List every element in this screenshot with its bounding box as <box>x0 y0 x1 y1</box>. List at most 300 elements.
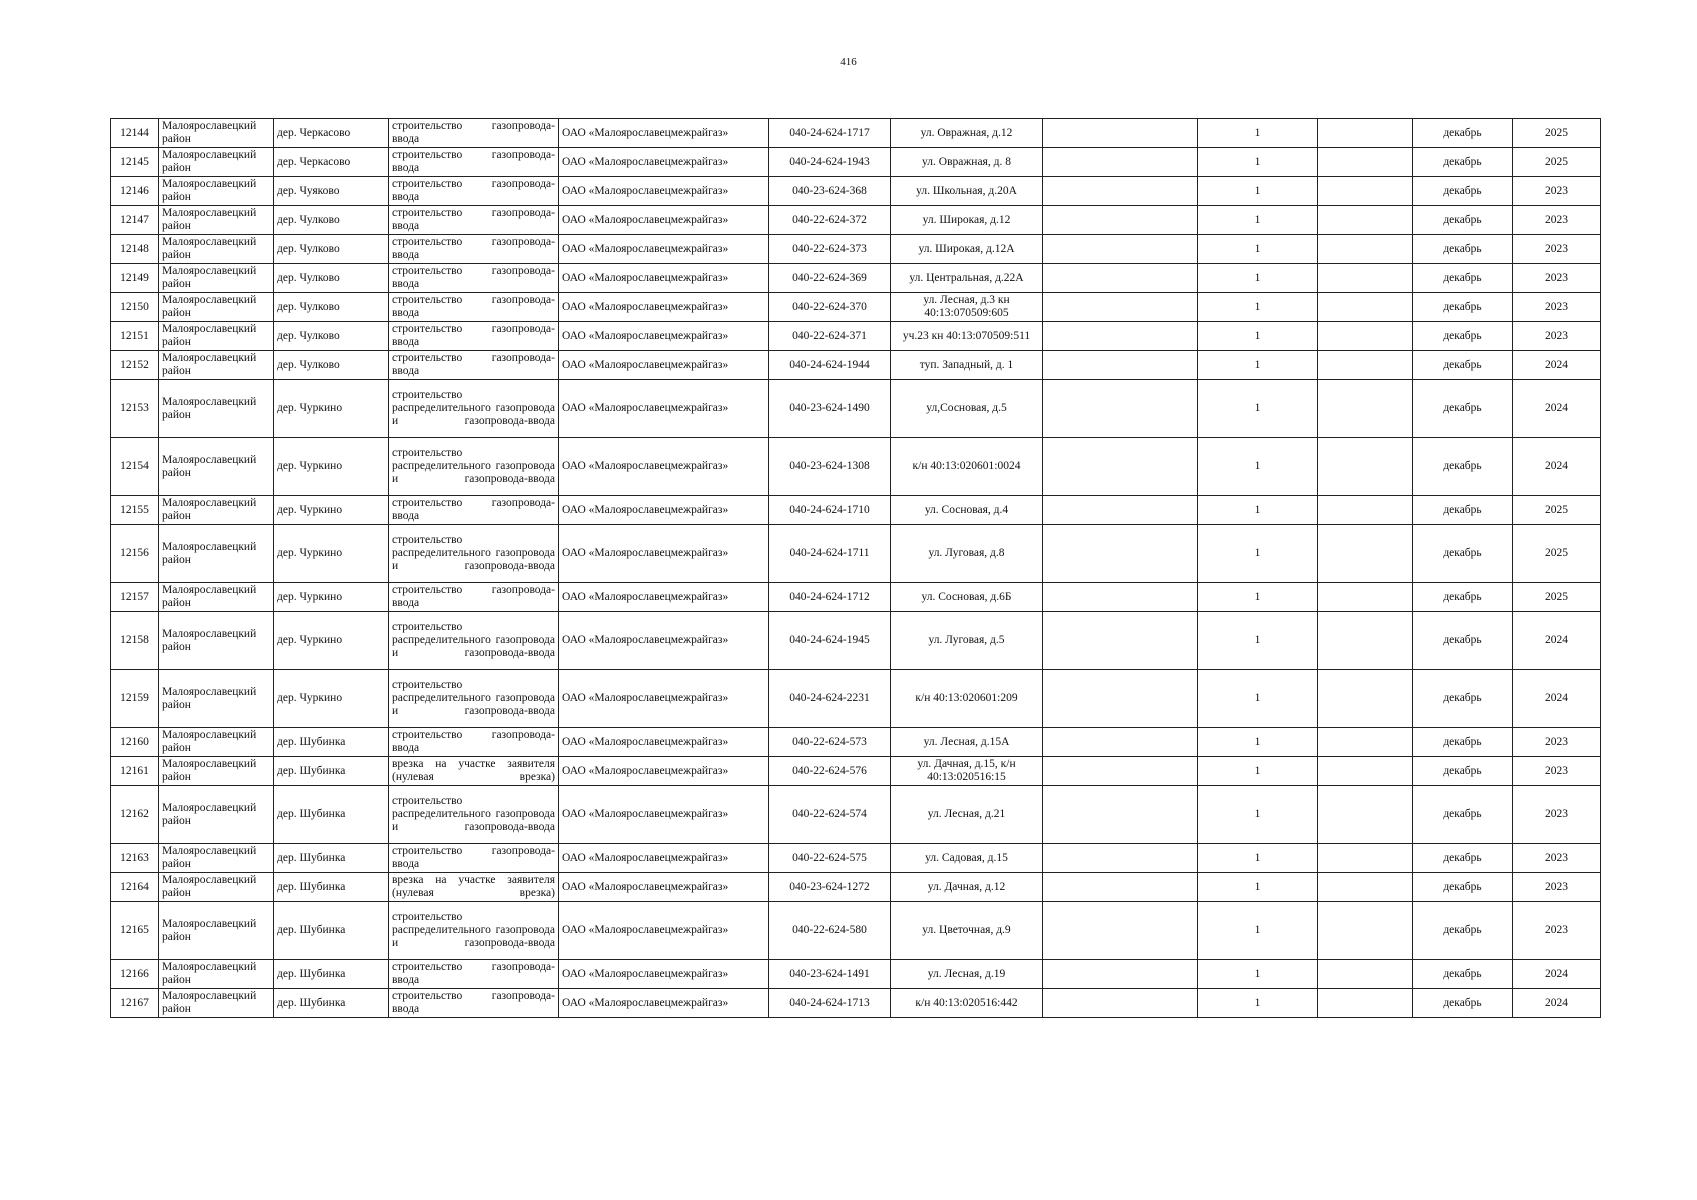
district-cell: Малоярославецкий район <box>159 322 274 351</box>
empty-cell <box>1318 525 1413 583</box>
year-cell: 2025 <box>1513 496 1601 525</box>
work-type-cell: строительство газопровода-ввода <box>389 119 559 148</box>
empty-cell <box>1318 322 1413 351</box>
empty-cell <box>1318 960 1413 989</box>
row-number-cell: 12155 <box>111 496 159 525</box>
district-cell: Малоярославецкий район <box>159 293 274 322</box>
empty-cell <box>1318 438 1413 496</box>
village-cell: дер. Шубинка <box>274 757 389 786</box>
table-row <box>111 264 1601 293</box>
gasification-registry-table <box>110 118 1601 1018</box>
table-row <box>111 177 1601 206</box>
district-cell: Малоярославецкий район <box>159 119 274 148</box>
count-cell: 1 <box>1198 235 1318 264</box>
address-cell: туп. Западный, д. 1 <box>891 351 1043 380</box>
village-cell: дер. Чуркино <box>274 438 389 496</box>
row-number-cell: 12160 <box>111 728 159 757</box>
count-cell: 1 <box>1198 583 1318 612</box>
village-cell: дер. Чулково <box>274 351 389 380</box>
village-cell: дер. Шубинка <box>274 844 389 873</box>
table-row <box>111 438 1601 496</box>
district-cell: Малоярославецкий район <box>159 757 274 786</box>
count-cell: 1 <box>1198 322 1318 351</box>
organization-cell: ОАО «Малоярославецмежрайгаз» <box>559 612 769 670</box>
empty-cell <box>1318 496 1413 525</box>
year-cell: 2023 <box>1513 873 1601 902</box>
year-cell: 2024 <box>1513 612 1601 670</box>
count-cell: 1 <box>1198 264 1318 293</box>
row-number-cell: 12149 <box>111 264 159 293</box>
count-cell: 1 <box>1198 757 1318 786</box>
address-cell: ул. Дачная, д.15, к/н 40:13:020516:15 <box>891 757 1043 786</box>
village-cell: дер. Чуркино <box>274 670 389 728</box>
table-row <box>111 206 1601 235</box>
row-number-cell: 12166 <box>111 960 159 989</box>
organization-cell: ОАО «Малоярославецмежрайгаз» <box>559 380 769 438</box>
row-number-cell: 12153 <box>111 380 159 438</box>
year-cell: 2024 <box>1513 438 1601 496</box>
table-row <box>111 873 1601 902</box>
village-cell: дер. Чулково <box>274 322 389 351</box>
row-number-cell: 12165 <box>111 902 159 960</box>
project-code-cell: 040-24-624-1712 <box>769 583 891 612</box>
project-code-cell: 040-22-624-373 <box>769 235 891 264</box>
organization-cell: ОАО «Малоярославецмежрайгаз» <box>559 844 769 873</box>
table-row <box>111 612 1601 670</box>
table-row <box>111 583 1601 612</box>
table-row <box>111 989 1601 1018</box>
month-cell: декабрь <box>1413 583 1513 612</box>
organization-cell: ОАО «Малоярославецмежрайгаз» <box>559 873 769 902</box>
empty-cell <box>1043 438 1198 496</box>
address-cell: ул. Овражная, д. 8 <box>891 148 1043 177</box>
address-cell: ул. Луговая, д.8 <box>891 525 1043 583</box>
table-row <box>111 380 1601 438</box>
empty-cell <box>1318 264 1413 293</box>
project-code-cell: 040-22-624-573 <box>769 728 891 757</box>
work-type-cell: строительство газопровода-ввода <box>389 583 559 612</box>
project-code-cell: 040-23-624-1490 <box>769 380 891 438</box>
project-code-cell: 040-24-624-1713 <box>769 989 891 1018</box>
count-cell: 1 <box>1198 496 1318 525</box>
year-cell: 2023 <box>1513 902 1601 960</box>
village-cell: дер. Чуркино <box>274 496 389 525</box>
district-cell: Малоярославецкий район <box>159 902 274 960</box>
month-cell: декабрь <box>1413 293 1513 322</box>
work-type-cell: строительство газопровода-ввода <box>389 989 559 1018</box>
table-row <box>111 757 1601 786</box>
work-type-cell: строительство распределительного газопровода и газопровода-ввода <box>389 525 559 583</box>
project-code-cell: 040-24-624-1945 <box>769 612 891 670</box>
address-cell: ул. Широкая, д.12А <box>891 235 1043 264</box>
row-number-cell: 12147 <box>111 206 159 235</box>
work-type-cell: строительство газопровода-ввода <box>389 351 559 380</box>
village-cell: дер. Шубинка <box>274 728 389 757</box>
table-row <box>111 496 1601 525</box>
empty-cell <box>1318 148 1413 177</box>
row-number-cell: 12164 <box>111 873 159 902</box>
empty-cell <box>1318 351 1413 380</box>
empty-cell <box>1043 525 1198 583</box>
empty-cell <box>1043 496 1198 525</box>
page-number: 416 <box>840 56 857 68</box>
row-number-cell: 12167 <box>111 989 159 1018</box>
count-cell: 1 <box>1198 148 1318 177</box>
empty-cell <box>1318 293 1413 322</box>
empty-cell <box>1318 177 1413 206</box>
organization-cell: ОАО «Малоярославецмежрайгаз» <box>559 322 769 351</box>
count-cell: 1 <box>1198 293 1318 322</box>
month-cell: декабрь <box>1413 612 1513 670</box>
row-number-cell: 12144 <box>111 119 159 148</box>
year-cell: 2025 <box>1513 148 1601 177</box>
month-cell: декабрь <box>1413 380 1513 438</box>
month-cell: декабрь <box>1413 670 1513 728</box>
project-code-cell: 040-24-624-1943 <box>769 148 891 177</box>
month-cell: декабрь <box>1413 496 1513 525</box>
organization-cell: ОАО «Малоярославецмежрайгаз» <box>559 757 769 786</box>
project-code-cell: 040-23-624-1272 <box>769 873 891 902</box>
month-cell: декабрь <box>1413 960 1513 989</box>
row-number-cell: 12161 <box>111 757 159 786</box>
village-cell: дер. Чулково <box>274 235 389 264</box>
count-cell: 1 <box>1198 902 1318 960</box>
table-row <box>111 960 1601 989</box>
table-row <box>111 351 1601 380</box>
organization-cell: ОАО «Малоярославецмежрайгаз» <box>559 989 769 1018</box>
village-cell: дер. Шубинка <box>274 989 389 1018</box>
project-code-cell: 040-22-624-574 <box>769 786 891 844</box>
project-code-cell: 040-23-624-368 <box>769 177 891 206</box>
organization-cell: ОАО «Малоярославецмежрайгаз» <box>559 206 769 235</box>
district-cell: Малоярославецкий район <box>159 235 274 264</box>
organization-cell: ОАО «Малоярославецмежрайгаз» <box>559 728 769 757</box>
empty-cell <box>1318 989 1413 1018</box>
empty-cell <box>1043 960 1198 989</box>
row-number-cell: 12151 <box>111 322 159 351</box>
empty-cell <box>1043 351 1198 380</box>
district-cell: Малоярославецкий район <box>159 786 274 844</box>
organization-cell: ОАО «Малоярославецмежрайгаз» <box>559 148 769 177</box>
district-cell: Малоярославецкий район <box>159 177 274 206</box>
table-row <box>111 235 1601 264</box>
month-cell: декабрь <box>1413 206 1513 235</box>
district-cell: Малоярославецкий район <box>159 583 274 612</box>
empty-cell <box>1043 786 1198 844</box>
year-cell: 2024 <box>1513 351 1601 380</box>
empty-cell <box>1318 206 1413 235</box>
work-type-cell: строительство газопровода-ввода <box>389 264 559 293</box>
work-type-cell: строительство распределительного газопровода и газопровода-ввода <box>389 380 559 438</box>
empty-cell <box>1043 322 1198 351</box>
empty-cell <box>1043 148 1198 177</box>
project-code-cell: 040-23-624-1491 <box>769 960 891 989</box>
address-cell: ул. Дачная, д.12 <box>891 873 1043 902</box>
empty-cell <box>1043 380 1198 438</box>
count-cell: 1 <box>1198 119 1318 148</box>
empty-cell <box>1043 264 1198 293</box>
project-code-cell: 040-24-624-2231 <box>769 670 891 728</box>
village-cell: дер. Шубинка <box>274 786 389 844</box>
address-cell: к/н 40:13:020601:0024 <box>891 438 1043 496</box>
address-cell: ул,Сосновая, д.5 <box>891 380 1043 438</box>
address-cell: ул. Центральная, д.22А <box>891 264 1043 293</box>
organization-cell: ОАО «Малоярославецмежрайгаз» <box>559 960 769 989</box>
work-type-cell: строительство газопровода-ввода <box>389 960 559 989</box>
empty-cell <box>1043 293 1198 322</box>
empty-cell <box>1318 902 1413 960</box>
empty-cell <box>1043 235 1198 264</box>
village-cell: дер. Шубинка <box>274 902 389 960</box>
address-cell: к/н 40:13:020601:209 <box>891 670 1043 728</box>
table-row <box>111 322 1601 351</box>
count-cell: 1 <box>1198 612 1318 670</box>
year-cell: 2025 <box>1513 583 1601 612</box>
empty-cell <box>1043 844 1198 873</box>
project-code-cell: 040-22-624-580 <box>769 902 891 960</box>
village-cell: дер. Шубинка <box>274 960 389 989</box>
empty-cell <box>1043 583 1198 612</box>
organization-cell: ОАО «Малоярославецмежрайгаз» <box>559 177 769 206</box>
month-cell: декабрь <box>1413 525 1513 583</box>
empty-cell <box>1318 612 1413 670</box>
organization-cell: ОАО «Малоярославецмежрайгаз» <box>559 438 769 496</box>
district-cell: Малоярославецкий район <box>159 351 274 380</box>
row-number-cell: 12146 <box>111 177 159 206</box>
table-row <box>111 902 1601 960</box>
count-cell: 1 <box>1198 351 1318 380</box>
month-cell: декабрь <box>1413 728 1513 757</box>
year-cell: 2023 <box>1513 322 1601 351</box>
row-number-cell: 12163 <box>111 844 159 873</box>
work-type-cell: строительство газопровода-ввода <box>389 235 559 264</box>
project-code-cell: 040-22-624-370 <box>769 293 891 322</box>
village-cell: дер. Шубинка <box>274 873 389 902</box>
row-number-cell: 12156 <box>111 525 159 583</box>
count-cell: 1 <box>1198 786 1318 844</box>
row-number-cell: 12150 <box>111 293 159 322</box>
address-cell: ул. Луговая, д.5 <box>891 612 1043 670</box>
village-cell: дер. Чулково <box>274 264 389 293</box>
address-cell: ул. Лесная, д.3 кн 40:13:070509:605 <box>891 293 1043 322</box>
village-cell: дер. Черкасово <box>274 119 389 148</box>
village-cell: дер. Чуркино <box>274 612 389 670</box>
project-code-cell: 040-24-624-1710 <box>769 496 891 525</box>
address-cell: ул. Лесная, д.21 <box>891 786 1043 844</box>
work-type-cell: врезка на участке заявителя (нулевая врезка) <box>389 873 559 902</box>
table-row <box>111 148 1601 177</box>
month-cell: декабрь <box>1413 902 1513 960</box>
month-cell: декабрь <box>1413 264 1513 293</box>
year-cell: 2025 <box>1513 525 1601 583</box>
table-row <box>111 844 1601 873</box>
table-row <box>111 119 1601 148</box>
work-type-cell: строительство распределительного газопровода и газопровода-ввода <box>389 786 559 844</box>
empty-cell <box>1043 177 1198 206</box>
district-cell: Малоярославецкий район <box>159 496 274 525</box>
empty-cell <box>1043 873 1198 902</box>
month-cell: декабрь <box>1413 438 1513 496</box>
empty-cell <box>1043 757 1198 786</box>
year-cell: 2023 <box>1513 844 1601 873</box>
row-number-cell: 12145 <box>111 148 159 177</box>
row-number-cell: 12162 <box>111 786 159 844</box>
organization-cell: ОАО «Малоярославецмежрайгаз» <box>559 902 769 960</box>
row-number-cell: 12157 <box>111 583 159 612</box>
row-number-cell: 12148 <box>111 235 159 264</box>
village-cell: дер. Чуркино <box>274 380 389 438</box>
empty-cell <box>1043 612 1198 670</box>
empty-cell <box>1043 989 1198 1018</box>
year-cell: 2023 <box>1513 728 1601 757</box>
count-cell: 1 <box>1198 728 1318 757</box>
row-number-cell: 12158 <box>111 612 159 670</box>
work-type-cell: строительство газопровода-ввода <box>389 148 559 177</box>
organization-cell: ОАО «Малоярославецмежрайгаз» <box>559 264 769 293</box>
district-cell: Малоярославецкий район <box>159 264 274 293</box>
work-type-cell: строительство газопровода-ввода <box>389 496 559 525</box>
district-cell: Малоярославецкий район <box>159 612 274 670</box>
empty-cell <box>1318 844 1413 873</box>
count-cell: 1 <box>1198 670 1318 728</box>
month-cell: декабрь <box>1413 786 1513 844</box>
address-cell: ул. Широкая, д.12 <box>891 206 1043 235</box>
count-cell: 1 <box>1198 438 1318 496</box>
count-cell: 1 <box>1198 380 1318 438</box>
organization-cell: ОАО «Малоярославецмежрайгаз» <box>559 496 769 525</box>
year-cell: 2023 <box>1513 757 1601 786</box>
project-code-cell: 040-22-624-372 <box>769 206 891 235</box>
count-cell: 1 <box>1198 989 1318 1018</box>
organization-cell: ОАО «Малоярославецмежрайгаз» <box>559 786 769 844</box>
organization-cell: ОАО «Малоярославецмежрайгаз» <box>559 235 769 264</box>
district-cell: Малоярославецкий район <box>159 438 274 496</box>
month-cell: декабрь <box>1413 119 1513 148</box>
year-cell: 2023 <box>1513 206 1601 235</box>
project-code-cell: 040-23-624-1308 <box>769 438 891 496</box>
empty-cell <box>1318 873 1413 902</box>
address-cell: к/н 40:13:020516:442 <box>891 989 1043 1018</box>
empty-cell <box>1318 235 1413 264</box>
village-cell: дер. Чуяково <box>274 177 389 206</box>
organization-cell: ОАО «Малоярославецмежрайгаз» <box>559 119 769 148</box>
month-cell: декабрь <box>1413 873 1513 902</box>
count-cell: 1 <box>1198 206 1318 235</box>
address-cell: ул. Цветочная, д.9 <box>891 902 1043 960</box>
work-type-cell: строительство распределительного газопровода и газопровода-ввода <box>389 902 559 960</box>
year-cell: 2023 <box>1513 293 1601 322</box>
row-number-cell: 12154 <box>111 438 159 496</box>
village-cell: дер. Чуркино <box>274 583 389 612</box>
month-cell: декабрь <box>1413 177 1513 206</box>
month-cell: декабрь <box>1413 757 1513 786</box>
empty-cell <box>1318 670 1413 728</box>
count-cell: 1 <box>1198 525 1318 583</box>
organization-cell: ОАО «Малоярославецмежрайгаз» <box>559 293 769 322</box>
work-type-cell: строительство газопровода-ввода <box>389 206 559 235</box>
empty-cell <box>1043 206 1198 235</box>
table-row <box>111 525 1601 583</box>
address-cell: ул. Лесная, д.15А <box>891 728 1043 757</box>
work-type-cell: строительство распределительного газопровода и газопровода-ввода <box>389 612 559 670</box>
empty-cell <box>1043 670 1198 728</box>
organization-cell: ОАО «Малоярославецмежрайгаз» <box>559 670 769 728</box>
month-cell: декабрь <box>1413 148 1513 177</box>
row-number-cell: 12152 <box>111 351 159 380</box>
project-code-cell: 040-22-624-369 <box>769 264 891 293</box>
year-cell: 2024 <box>1513 960 1601 989</box>
project-code-cell: 040-24-624-1711 <box>769 525 891 583</box>
month-cell: декабрь <box>1413 322 1513 351</box>
year-cell: 2023 <box>1513 264 1601 293</box>
year-cell: 2023 <box>1513 235 1601 264</box>
organization-cell: ОАО «Малоярославецмежрайгаз» <box>559 351 769 380</box>
district-cell: Малоярославецкий район <box>159 989 274 1018</box>
year-cell: 2023 <box>1513 177 1601 206</box>
district-cell: Малоярославецкий район <box>159 728 274 757</box>
month-cell: декабрь <box>1413 235 1513 264</box>
count-cell: 1 <box>1198 873 1318 902</box>
empty-cell <box>1318 380 1413 438</box>
year-cell: 2025 <box>1513 119 1601 148</box>
empty-cell <box>1318 583 1413 612</box>
count-cell: 1 <box>1198 960 1318 989</box>
work-type-cell: строительство газопровода-ввода <box>389 844 559 873</box>
empty-cell <box>1318 786 1413 844</box>
district-cell: Малоярославецкий район <box>159 670 274 728</box>
table-row <box>111 670 1601 728</box>
month-cell: декабрь <box>1413 351 1513 380</box>
row-number-cell: 12159 <box>111 670 159 728</box>
month-cell: декабрь <box>1413 989 1513 1018</box>
address-cell: ул. Лесная, д.19 <box>891 960 1043 989</box>
organization-cell: ОАО «Малоярославецмежрайгаз» <box>559 525 769 583</box>
address-cell: ул. Сосновая, д.6Б <box>891 583 1043 612</box>
work-type-cell: строительство газопровода-ввода <box>389 322 559 351</box>
empty-cell <box>1043 728 1198 757</box>
address-cell: ул. Школьная, д.20А <box>891 177 1043 206</box>
work-type-cell: строительство распределительного газопровода и газопровода-ввода <box>389 438 559 496</box>
project-code-cell: 040-24-624-1944 <box>769 351 891 380</box>
project-code-cell: 040-24-624-1717 <box>769 119 891 148</box>
table-body <box>111 119 1601 1018</box>
empty-cell <box>1318 119 1413 148</box>
work-type-cell: врезка на участке заявителя (нулевая врезка) <box>389 757 559 786</box>
month-cell: декабрь <box>1413 844 1513 873</box>
district-cell: Малоярославецкий район <box>159 380 274 438</box>
year-cell: 2023 <box>1513 786 1601 844</box>
empty-cell <box>1043 119 1198 148</box>
empty-cell <box>1043 902 1198 960</box>
address-cell: ул. Садовая, д.15 <box>891 844 1043 873</box>
district-cell: Малоярославецкий район <box>159 844 274 873</box>
empty-cell <box>1318 757 1413 786</box>
work-type-cell: строительство распределительного газопровода и газопровода-ввода <box>389 670 559 728</box>
address-cell: уч.23 кн 40:13:070509:511 <box>891 322 1043 351</box>
year-cell: 2024 <box>1513 670 1601 728</box>
table-row <box>111 728 1601 757</box>
district-cell: Малоярославецкий район <box>159 206 274 235</box>
address-cell: ул. Сосновая, д.4 <box>891 496 1043 525</box>
project-code-cell: 040-22-624-575 <box>769 844 891 873</box>
project-code-cell: 040-22-624-576 <box>769 757 891 786</box>
year-cell: 2024 <box>1513 989 1601 1018</box>
village-cell: дер. Чуркино <box>274 525 389 583</box>
work-type-cell: строительство газопровода-ввода <box>389 293 559 322</box>
table-row <box>111 786 1601 844</box>
empty-cell <box>1318 728 1413 757</box>
count-cell: 1 <box>1198 844 1318 873</box>
